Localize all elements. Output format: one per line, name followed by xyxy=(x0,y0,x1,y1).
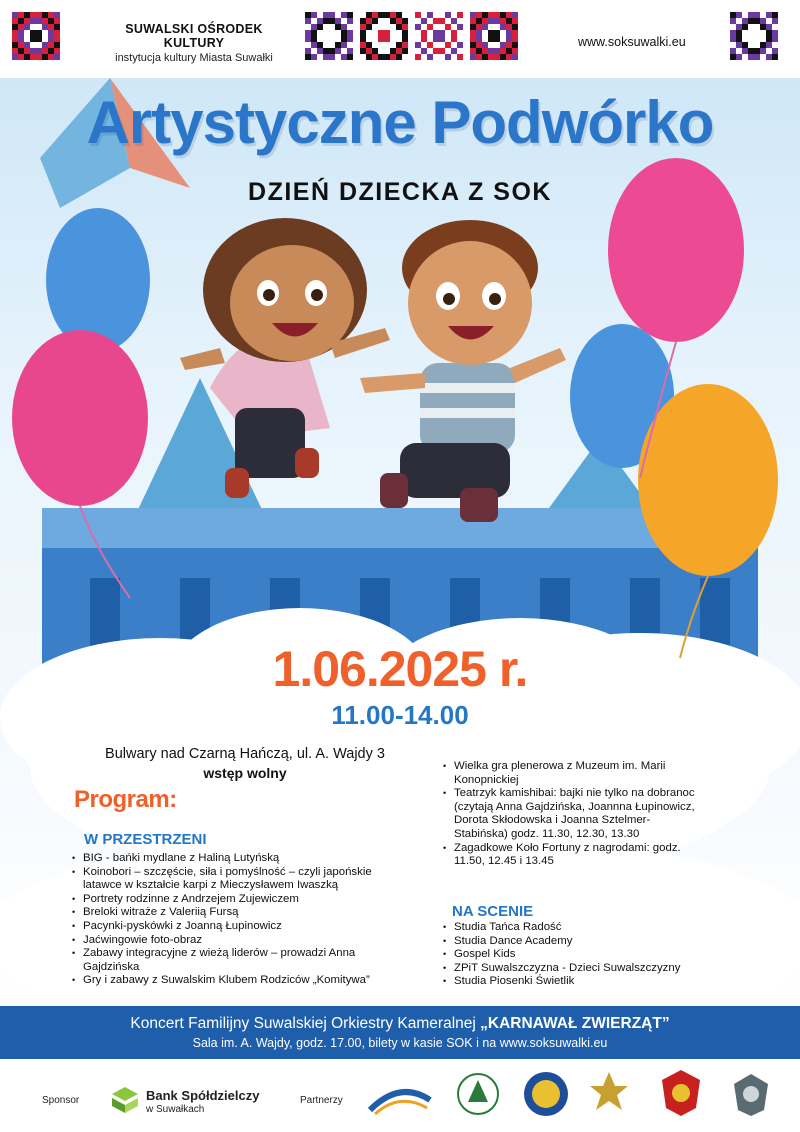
list-item: • Breloki witraże z Valeriią Fursą xyxy=(72,906,412,920)
list-item: • Zabawy integracyjne z wieżą liderów – prowadzi Anna Gajdzińska xyxy=(72,947,412,974)
program-list-space-right xyxy=(443,760,698,869)
list-item: • Pacynki-pyskówki z Joanną Łupinowicz xyxy=(72,920,412,934)
sponsor-label: Sponsor xyxy=(42,1095,80,1106)
header-bar xyxy=(0,0,800,78)
event-date: 1.06.2025 r. xyxy=(272,641,528,697)
section-heading-stage: NA SCENIE xyxy=(452,903,534,920)
list-item: • Jaćwingowie foto-obraz xyxy=(72,934,412,948)
bank-logo-icon xyxy=(110,1085,140,1115)
list-item: • Studia Dance Academy xyxy=(443,935,743,949)
list-item: • Wielka gra plenerowa z Muzeum im. Marii Konopnickiej xyxy=(443,760,698,787)
list-item: • ZPiT Suwalszczyzna - Dzieci Suwalszczyzny xyxy=(443,962,743,976)
entry-info: wstęp wolny xyxy=(203,765,287,781)
concert-line xyxy=(0,1015,800,1033)
military-cross-icon xyxy=(588,1070,630,1116)
forest-service-logo-icon xyxy=(456,1072,500,1116)
boy-character xyxy=(360,220,566,522)
concert-title: „KARNAWAŁ ZWIERZĄT” xyxy=(480,1015,670,1032)
folk-pattern-center-1 xyxy=(305,12,353,60)
poster-title: Artystyczne Podwórko xyxy=(86,89,714,156)
program-list-space-left xyxy=(72,852,412,988)
border-guard-logo-icon xyxy=(728,1070,774,1118)
bank-subtitle: w Suwałkach xyxy=(146,1104,205,1115)
list-item: • Studia Tańca Radość xyxy=(443,921,743,935)
list-item: • Koinobori – szczęście, siła i pomyślność – czyli japońskie latawce w kształcie karpi z Mieczysławem Iwaszką xyxy=(72,866,412,893)
org-name: SUWALSKI OŚRODEK KULTURY xyxy=(125,22,263,50)
partners-label: Partnerzy xyxy=(300,1095,343,1106)
list-item: • Teatrzyk kamishibai: bajki nie tylko na dobranoc (czytają Anna Gajdzińska, Joannna Łupinowicz, Dorota Skłodowska i Joanna Sztelmer-Stabińska) godz. 11.30, 12.30, 13.30 xyxy=(443,787,698,841)
section-heading-space: W PRZESTRZENI xyxy=(84,831,207,848)
organization-block xyxy=(98,22,290,64)
list-item: • BIG - bańki mydlane z Haliną Lutyńską xyxy=(72,852,412,866)
folk-pattern-right xyxy=(730,12,778,60)
bank-name: Bank Spółdzielczy xyxy=(146,1088,260,1103)
list-item: • Portrety rodzinne z Andrzejem Zujewiczem xyxy=(72,893,412,907)
list-item: • Gospel Kids xyxy=(443,948,743,962)
list-item: • Zagadkowe Koło Fortuny z nagrodami: godz. 11.50, 12.45 i 13.45 xyxy=(443,842,698,869)
folk-pattern-left xyxy=(12,12,60,60)
folk-pattern-center-4 xyxy=(470,12,518,60)
org-subtitle: instytucja kultury Miasta Suwałki xyxy=(115,52,273,64)
concert-banner xyxy=(0,1006,800,1059)
poster-subtitle: DZIEŃ DZIECKA Z SOK xyxy=(248,178,552,206)
word-logo-icon xyxy=(365,1080,435,1120)
website-link[interactable]: www.soksuwalki.eu xyxy=(578,35,686,49)
program-list-stage xyxy=(443,921,743,989)
program-heading: Program: xyxy=(74,786,177,813)
folk-pattern-center-2 xyxy=(360,12,408,60)
folk-pattern-center-3 xyxy=(415,12,463,60)
list-item: • Gry i zabawy z Suwalskim Klubem Rodziców „Komitywa” xyxy=(72,974,412,988)
concert-prefix: Koncert Familijny Suwalskiej Orkiestry Kameralnej xyxy=(130,1015,476,1032)
event-time: 11.00-14.00 xyxy=(331,700,469,730)
event-location: Bulwary nad Czarną Hańczą, ul. A. Wajdy 3 xyxy=(105,746,385,762)
fire-brigade-logo-icon xyxy=(658,1068,704,1118)
police-logo-icon xyxy=(522,1070,570,1118)
concert-details: Sala im. A. Wajdy, godz. 17.00, bilety w kasie SOK i na www.soksuwalki.eu xyxy=(192,1036,608,1050)
list-item: • Studia Piosenki Świetlik xyxy=(443,975,743,989)
